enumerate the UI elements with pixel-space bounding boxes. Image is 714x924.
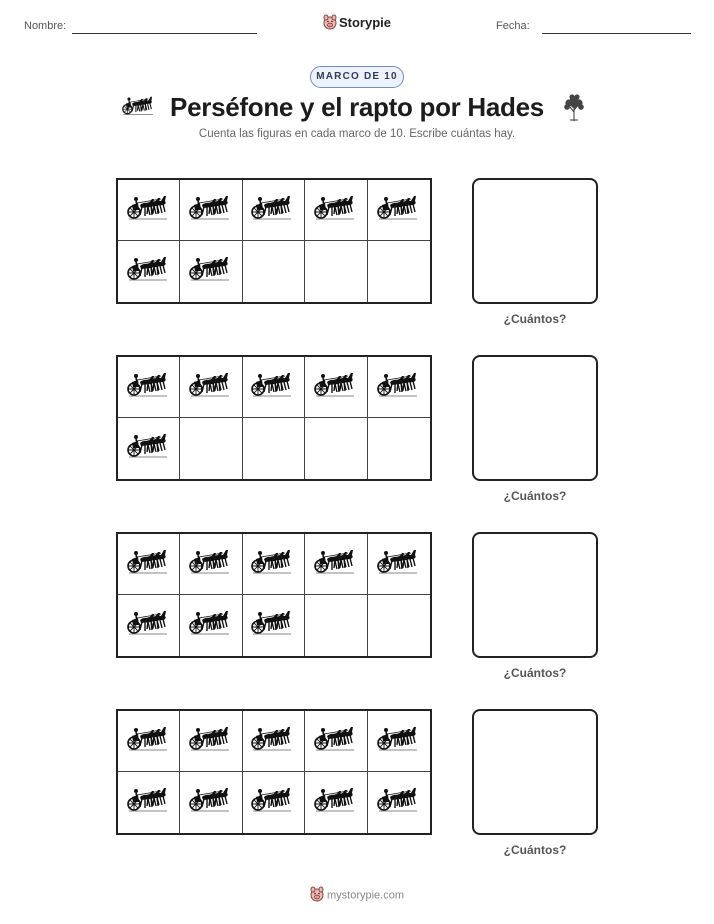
chariot-icon <box>127 193 171 228</box>
frame-cell <box>180 595 242 656</box>
chariot-icon <box>189 547 233 582</box>
frame-cell <box>180 534 242 595</box>
frame-cell <box>180 418 242 479</box>
brand-name: Storypie <box>338 14 391 30</box>
frame-cell <box>243 180 305 241</box>
frame-cell <box>118 357 180 418</box>
chariot-icon <box>189 370 233 405</box>
frame-cell <box>118 180 180 241</box>
chariot-icon <box>314 193 358 228</box>
name-label: Nombre: <box>24 20 67 32</box>
chariot-icon <box>251 193 295 228</box>
frame-cell <box>243 595 305 656</box>
chariot-icon <box>189 193 233 228</box>
chariot-icon <box>189 724 233 759</box>
frame-cell <box>368 180 430 241</box>
date-field-line[interactable] <box>542 33 691 34</box>
count-question-label: ¿Cuántos? <box>503 666 567 680</box>
frame-cell <box>180 772 242 833</box>
worksheet-header <box>0 0 714 50</box>
frame-cell <box>368 534 430 595</box>
chariot-icon <box>127 254 171 289</box>
footer <box>0 886 714 905</box>
chariot-icon <box>251 785 295 820</box>
chariot-icon <box>377 370 421 405</box>
ten-frame <box>116 532 432 658</box>
chariot-icon <box>127 785 171 820</box>
frame-cell <box>118 534 180 595</box>
chariot-icon <box>189 254 233 289</box>
frame-cell <box>243 772 305 833</box>
chariot-icon <box>189 608 233 643</box>
answer-box[interactable] <box>472 355 598 481</box>
chariot-icon <box>127 431 171 466</box>
ten-frame <box>116 355 432 481</box>
chariot-icon <box>314 785 358 820</box>
frame-cell <box>243 534 305 595</box>
frame-cell <box>305 772 367 833</box>
ten-frame <box>116 178 432 304</box>
frame-cell <box>243 711 305 772</box>
pig-icon <box>323 14 337 33</box>
pig-icon <box>310 886 324 905</box>
count-question-label: ¿Cuántos? <box>503 489 567 503</box>
tree-icon <box>560 92 588 127</box>
chariot-icon <box>314 724 358 759</box>
frame-cell <box>180 180 242 241</box>
name-field-line[interactable] <box>72 33 257 34</box>
instructions: Cuenta las figuras en cada marco de 10. Escribe cuántas hay. <box>198 128 516 140</box>
frame-cell <box>118 241 180 302</box>
frame-cell <box>368 711 430 772</box>
frame-cell <box>118 418 180 479</box>
frame-cell <box>118 595 180 656</box>
chariot-icon <box>377 785 421 820</box>
count-question-label: ¿Cuántos? <box>503 312 567 326</box>
chariot-icon <box>251 370 295 405</box>
answer-box[interactable] <box>472 709 598 835</box>
answer-box[interactable] <box>472 178 598 304</box>
chariot-icon <box>251 547 295 582</box>
frame-cell <box>368 357 430 418</box>
answer-box[interactable] <box>472 532 598 658</box>
chariot-icon <box>127 547 171 582</box>
frame-cell <box>368 241 430 302</box>
chariot-icon <box>314 547 358 582</box>
frame-cell <box>305 595 367 656</box>
frame-cell <box>305 357 367 418</box>
date-label: Fecha: <box>496 20 530 32</box>
frame-cell <box>243 418 305 479</box>
chariot-icon <box>251 724 295 759</box>
chariot-icon <box>314 370 358 405</box>
frame-cell <box>368 772 430 833</box>
frame-cell <box>180 241 242 302</box>
chariot-icon <box>189 785 233 820</box>
chariot-icon <box>127 724 171 759</box>
frame-cell <box>305 534 367 595</box>
frame-cell <box>305 180 367 241</box>
frame-cell <box>118 711 180 772</box>
chariot-icon <box>251 608 295 643</box>
frame-cell <box>368 595 430 656</box>
section-badge: MARCO DE 10 <box>310 66 404 88</box>
ten-frame <box>116 709 432 835</box>
chariot-icon <box>377 193 421 228</box>
frame-cell <box>305 241 367 302</box>
frame-cell <box>180 357 242 418</box>
frame-cell <box>118 772 180 833</box>
chariot-icon <box>377 547 421 582</box>
frame-cell <box>305 418 367 479</box>
page-title: Perséfone y el rapto por Hades <box>170 92 544 122</box>
chariot-icon <box>127 608 171 643</box>
frame-cell <box>243 241 305 302</box>
frame-cell <box>305 711 367 772</box>
chariot-icon <box>377 724 421 759</box>
chariot-icon <box>127 370 171 405</box>
frame-cell <box>368 418 430 479</box>
count-question-label: ¿Cuántos? <box>503 843 567 857</box>
brand-logo <box>0 14 714 33</box>
footer-url: mystorypie.com <box>326 889 405 902</box>
frame-cell <box>243 357 305 418</box>
frame-cell <box>180 711 242 772</box>
